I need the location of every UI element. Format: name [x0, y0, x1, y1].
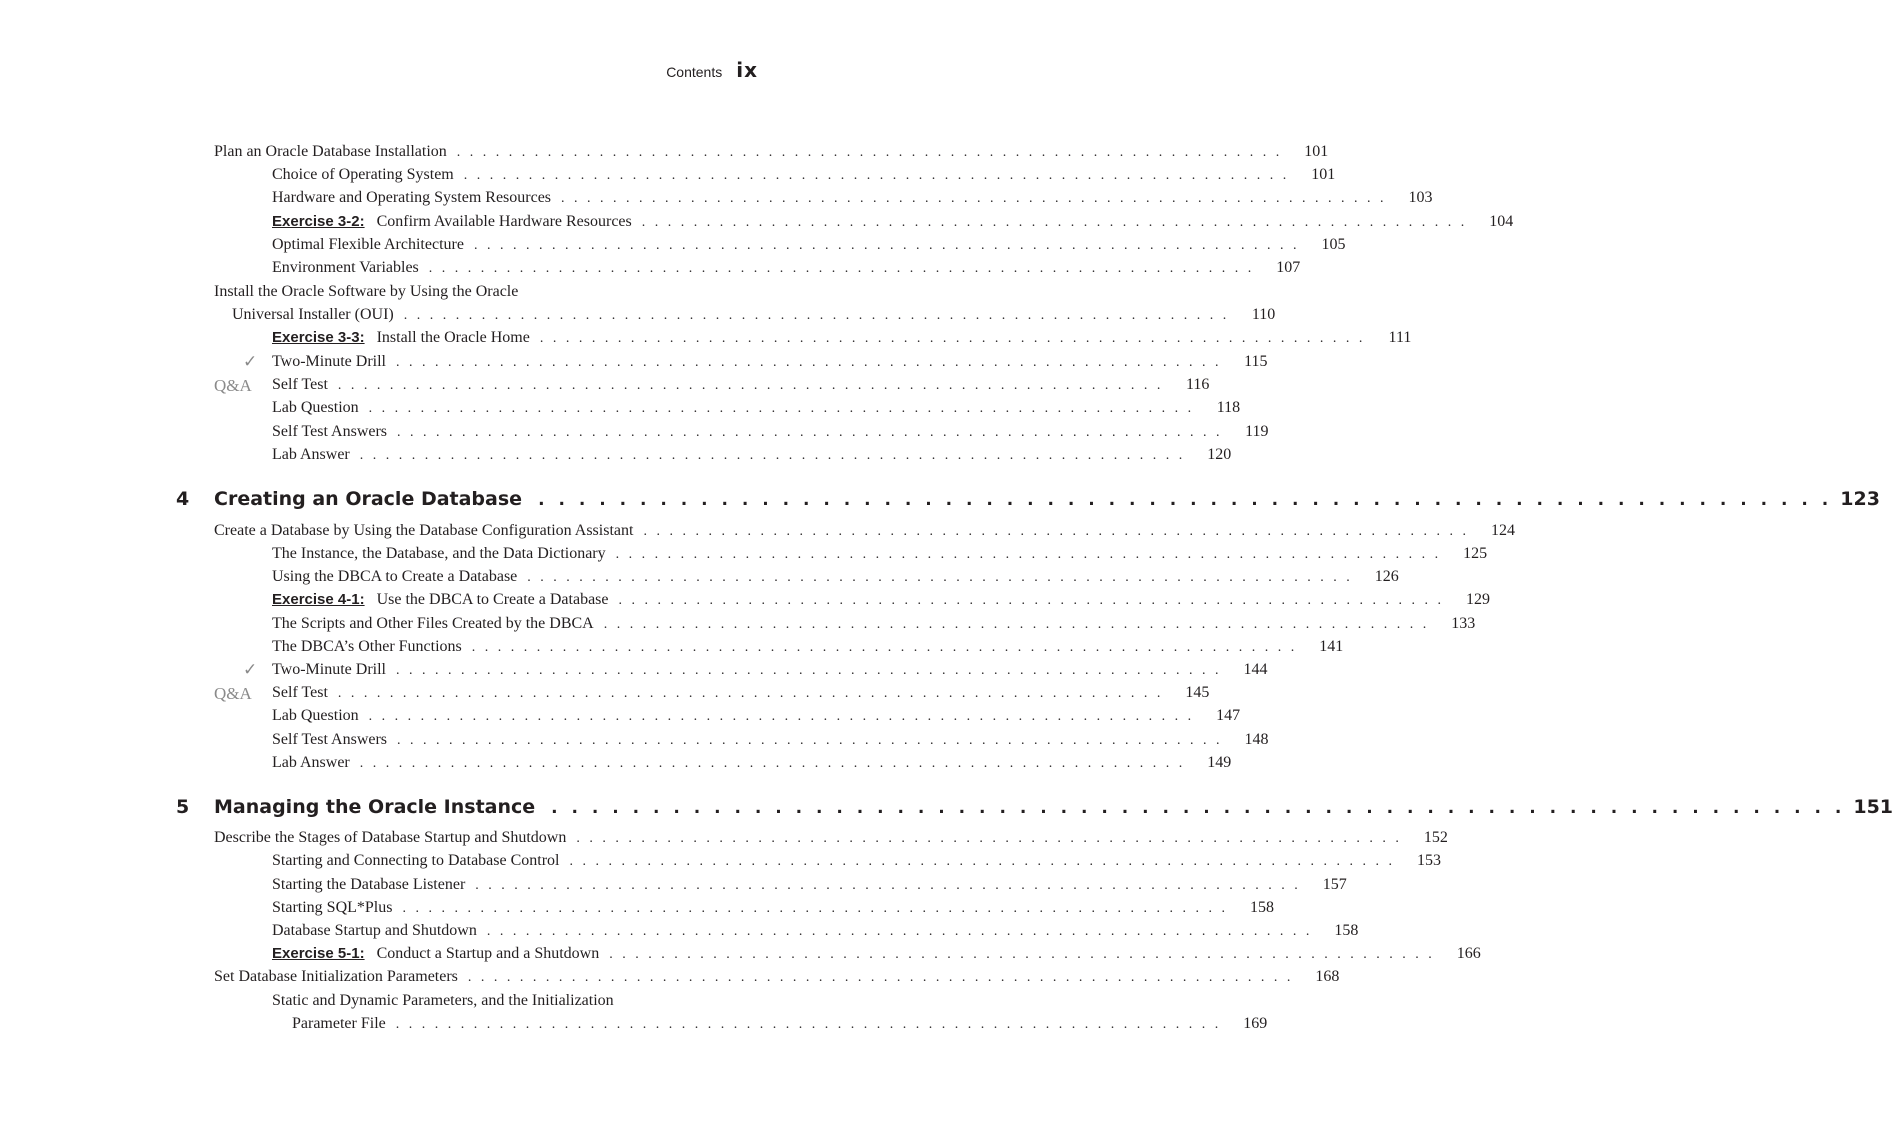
toc-entry-two-minute-drill: Two-Minute Drill . . . . . . . . . . . . . . . . . . . . . . . . . . . . . . . . . . . . . . . . . . . . . . . . . . . . . . . . . . . . . . . . 115: [272, 353, 1268, 370]
toc-entry-dbca-other-functions: The DBCA’s Other Functions . . . . . . . . . . . . . . . . . . . . . . . . . . . . . . . . . . . . . . . . . . . . . . . . . . . . . . . . . . . . . . . . 141: [272, 638, 1344, 655]
toc-entry-two-minute-drill: Two-Minute Drill . . . . . . . . . . . . . . . . . . . . . . . . . . . . . . . . . . . . . . . . . . . . . . . . . . . . . . . . . . . . . . . . 144: [272, 661, 1268, 678]
page-ref: 101: [1311, 166, 1336, 183]
dot-leader: . . . . . . . . . . . . . . . . . . . . . . . . . . . . . . . . . . . . . . . . . . . . . . . . . . . . . . . . . . . . . . . .: [359, 756, 1186, 771]
qa-marker: Q&A: [214, 376, 252, 395]
dot-leader: . . . . . . . . . . . . . . . . . . . . . . . . . . . . . . . . . . . . . . . . . . . . . . . . . . . . . . . . . . . . . . . .: [359, 448, 1186, 463]
page-ref: 148: [1244, 731, 1269, 748]
page-ref: 126: [1374, 568, 1399, 585]
toc-entry-using-dbca: Using the DBCA to Create a Database . . . . . . . . . . . . . . . . . . . . . . . . . . . . . . . . . . . . . . . . . . . . . . . . . . . . . . . . . . . . . . . . 126: [272, 568, 1399, 585]
toc-entry-static-dynamic-params: Static and Dynamic Parameters, and the Initialization: [272, 992, 614, 1009]
dot-leader: . . . . . . . . . . . . . . . . . . . . . . . . . . . . . . . . . . . . . . . . . . . . . . . . . . . . . . . . . . . . . . . .: [395, 663, 1222, 678]
page-ref: 107: [1276, 259, 1301, 276]
toc-entry-exercise-5-1: Exercise 5-1: Conduct a Startup and a Shutdown . . . . . . . . . . . . . . . . . . . . . . . . . . . . . . . . . . . . . . . . . . . . . . . . . . . . . . . . . . . . . . . . 166: [272, 945, 1481, 962]
toc-entry-plan-installation: Plan an Oracle Database Installation . . . . . . . . . . . . . . . . . . . . . . . . . . . . . . . . . . . . . . . . . . . . . . . . . . . . . . . . . . . . . . . . 101: [214, 143, 1329, 160]
toc-entry-database-control: Starting and Connecting to Database Control . . . . . . . . . . . . . . . . . . . . . . . . . . . . . . . . . . . . . . . . . . . . . . . . . . . . . . . . . . . . . . . . 153: [272, 852, 1441, 869]
dot-leader: . . . . . . . . . . . . . . . . . . . . . . . . . . . . . . . . . . . . . . . . . . . . . . . . . . . . . . . . . . . . . . . .: [397, 425, 1223, 440]
dot-leader: . . . . . . . . . . . . . . . . . . . . . . . . . . . . . . . . . . . . . . . . . . . . . . . . . . . . . . . . . . . . . . . .: [368, 709, 1195, 724]
checkmark-icon: ✓: [243, 352, 258, 371]
dot-leader: . . . . . . . . . . . . . . . . . . . . . . . . . . . . . . . . . . . . . . . . . . . . . . . . . . . . . . . . . . . . . . . .: [473, 238, 1300, 253]
toc-entry-lab-question: Lab Question . . . . . . . . . . . . . . . . . . . . . . . . . . . . . . . . . . . . . . . . . . . . . . . . . . . . . . . . . . . . . . . . 147: [272, 707, 1241, 724]
exercise-label: Exercise 3-3:: [272, 329, 365, 346]
toc-entry-environment-variables: Environment Variables . . . . . . . . . . . . . . . . . . . . . . . . . . . . . . . . . . . . . . . . . . . . . . . . . . . . . . . . . . . . . . . . 107: [272, 259, 1301, 276]
page-ref: 118: [1216, 399, 1241, 416]
dot-leader: . . . . . . . . . . . . . . . . . . . . . . . . . . . . . . . . . . . . . . . . . . . . . . . . . . . . . . . . . . . . . . . .: [576, 831, 1402, 846]
page-ref: 101: [1304, 143, 1329, 160]
dot-leader: . . . . . . . . . . . . . . . . . . . . . . . . . . . . . . . . . . . . . . . . . . . . . . . . . . . . . . . . . . . . . . . .: [569, 854, 1395, 869]
dot-leader: . . . . . . . . . . . . . . . . . . . . . . . . . . . . . . . . . . . . . . . . . . . . . . . . . . . . . . . . . . . . . . . .: [395, 1017, 1222, 1032]
toc-entry-lab-question: Lab Question . . . . . . . . . . . . . . . . . . . . . . . . . . . . . . . . . . . . . . . . . . . . . . . . . . . . . . . . . . . . . . . . 118: [272, 399, 1241, 416]
chapter-heading-4: [176, 488, 1880, 510]
toc-entry-lab-answer: Lab Answer . . . . . . . . . . . . . . . . . . . . . . . . . . . . . . . . . . . . . . . . . . . . . . . . . . . . . . . . . . . . . . . . 120: [272, 446, 1232, 463]
dot-leader: . . . . . . . . . . . . . . . . . . . . . . . . . . . . . . . . . . . . . . . . . . . . . . . . . . . . . . . . . . . . . . . .: [527, 570, 1353, 585]
toc-entry-init-parameters: Set Database Initialization Parameters . . . . . . . . . . . . . . . . . . . . . . . . . . . . . . . . . . . . . . . . . . . . . . . . . . . . . . . . . . . . . . . . 168: [214, 968, 1340, 985]
dot-leader: . . . . . . . . . . . . . . . . . . . . . . . . . . . . . . . . . . . . . . . . . . . . . . . . . . . . . . . . . . . . . . . .: [463, 168, 1290, 183]
page-number: ix: [736, 58, 758, 82]
toc-entry-sqlplus: Starting SQL*Plus . . . . . . . . . . . . . . . . . . . . . . . . . . . . . . . . . . . . . . . . . . . . . . . . . . . . . . . . . . . . . . . . 158: [272, 899, 1274, 916]
page-ref: 168: [1315, 968, 1340, 985]
dot-leader: . . . . . . . . . . . . . . . . . . . . . . . . . . . . . . . . . . . . . . . . . . . . . . . . . . . . . . . . . . . . . . . .: [551, 798, 1846, 818]
page-ref: 129: [1466, 591, 1491, 608]
page-ref: 111: [1388, 329, 1412, 346]
toc-entry-instance-dictionary: The Instance, the Database, and the Data Dictionary . . . . . . . . . . . . . . . . . . . . . . . . . . . . . . . . . . . . . . . . . . . . . . . . . . . . . . . . . . . . . . . . 125: [272, 545, 1488, 562]
toc-entry-self-test: Self Test . . . . . . . . . . . . . . . . . . . . . . . . . . . . . . . . . . . . . . . . . . . . . . . . . . . . . . . . . . . . . . . . 116: [272, 376, 1210, 393]
dot-leader: . . . . . . . . . . . . . . . . . . . . . . . . . . . . . . . . . . . . . . . . . . . . . . . . . . . . . . . . . . . . . . . .: [395, 355, 1222, 370]
toc-entry-ofa: Optimal Flexible Architecture . . . . . . . . . . . . . . . . . . . . . . . . . . . . . . . . . . . . . . . . . . . . . . . . . . . . . . . . . . . . . . . . 105: [272, 236, 1346, 253]
chapter-heading-5: [176, 796, 1893, 818]
dot-leader: . . . . . . . . . . . . . . . . . . . . . . . . . . . . . . . . . . . . . . . . . . . . . . . . . . . . . . . . . . . . . . . .: [615, 547, 1442, 562]
dot-leader: . . . . . . . . . . . . . . . . . . . . . . . . . . . . . . . . . . . . . . . . . . . . . . . . . . . . . . . . . . . . . . . .: [402, 901, 1228, 916]
toc-entry-install-software-cont: Universal Installer (OUI) . . . . . . . . . . . . . . . . . . . . . . . . . . . . . . . . . . . . . . . . . . . . . . . . . . . . . . . . . . . . . . . . 110: [232, 306, 1276, 323]
chapter-page: 123: [1840, 488, 1880, 510]
dot-leader: . . . . . . . . . . . . . . . . . . . . . . . . . . . . . . . . . . . . . . . . . . . . . . . . . . . . . . . . . . . . . . . .: [486, 924, 1313, 939]
chapter-title: Managing the Oracle Instance: [214, 796, 536, 818]
dot-leader: . . . . . . . . . . . . . . . . . . . . . . . . . . . . . . . . . . . . . . . . . . . . . . . . . . . . . . . . . . . . . . . .: [609, 947, 1435, 962]
page-ref: 149: [1207, 754, 1232, 771]
dot-leader: . . . . . . . . . . . . . . . . . . . . . . . . . . . . . . . . . . . . . . . . . . . . . . . . . . . . . . . . . . . . . . . .: [618, 593, 1445, 608]
toc-entry-startup-and-shutdown: Database Startup and Shutdown . . . . . . . . . . . . . . . . . . . . . . . . . . . . . . . . . . . . . . . . . . . . . . . . . . . . . . . . . . . . . . . . 158: [272, 922, 1359, 939]
page-ref: 157: [1322, 876, 1347, 893]
page-ref: 115: [1244, 353, 1268, 370]
dot-leader: . . . . . . . . . . . . . . . . . . . . . . . . . . . . . . . . . . . . . . . . . . . . . . . . . . . . . . . . . . . . . . . .: [397, 733, 1223, 748]
page-ref: 152: [1423, 829, 1448, 846]
page-ref: 133: [1451, 615, 1476, 632]
page-ref: 158: [1249, 899, 1274, 916]
dot-leader: . . . . . . . . . . . . . . . . . . . . . . . . . . . . . . . . . . . . . . . . . . . . . . . . . . . . . . . . . . . . . . . .: [475, 878, 1301, 893]
exercise-label: Exercise 4-1:: [272, 591, 365, 608]
page-ref: 125: [1463, 545, 1488, 562]
running-header-label: Contents: [666, 64, 723, 80]
dot-leader: . . . . . . . . . . . . . . . . . . . . . . . . . . . . . . . . . . . . . . . . . . . . . . . . . . . . . . . . . . . . . . . .: [641, 215, 1468, 230]
page-ref: 116: [1186, 376, 1210, 393]
page-ref: 158: [1334, 922, 1359, 939]
toc-entry-self-test: Self Test . . . . . . . . . . . . . . . . . . . . . . . . . . . . . . . . . . . . . . . . . . . . . . . . . . . . . . . . . . . . . . . . 145: [272, 684, 1210, 701]
exercise-label: Exercise 3-2:: [272, 213, 365, 230]
page-ref: 144: [1243, 661, 1268, 678]
page-ref: 169: [1243, 1015, 1268, 1032]
chapter-page: 151: [1853, 796, 1893, 818]
exercise-label: Exercise 5-1:: [272, 945, 365, 962]
toc-entry-self-test-answers: Self Test Answers . . . . . . . . . . . . . . . . . . . . . . . . . . . . . . . . . . . . . . . . . . . . . . . . . . . . . . . . . . . . . . . . 148: [272, 731, 1269, 748]
dot-leader: . . . . . . . . . . . . . . . . . . . . . . . . . . . . . . . . . . . . . . . . . . . . . . . . . . . . . . . . . . . . . . . .: [428, 261, 1255, 276]
dot-leader: . . . . . . . . . . . . . . . . . . . . . . . . . . . . . . . . . . . . . . . . . . . . . . . . . . . . . . . . . . . . . . . .: [539, 331, 1366, 346]
page-ref: 141: [1319, 638, 1344, 655]
toc-entry-database-listener: Starting the Database Listener . . . . . . . . . . . . . . . . . . . . . . . . . . . . . . . . . . . . . . . . . . . . . . . . . . . . . . . . . . . . . . . . 157: [272, 876, 1347, 893]
page-ref: 104: [1489, 213, 1514, 230]
page-ref: 166: [1456, 945, 1481, 962]
toc-entry-lab-answer: Lab Answer . . . . . . . . . . . . . . . . . . . . . . . . . . . . . . . . . . . . . . . . . . . . . . . . . . . . . . . . . . . . . . . . 149: [272, 754, 1232, 771]
page-ref: 124: [1490, 522, 1515, 539]
toc-entry-self-test-answers: Self Test Answers . . . . . . . . . . . . . . . . . . . . . . . . . . . . . . . . . . . . . . . . . . . . . . . . . . . . . . . . . . . . . . . . 119: [272, 423, 1269, 440]
dot-leader: . . . . . . . . . . . . . . . . . . . . . . . . . . . . . . . . . . . . . . . . . . . . . . . . . . . . . . . . . . . . . . . .: [538, 490, 1833, 510]
toc-entry-create-database: Create a Database by Using the Database Configuration Assistant . . . . . . . . . . . . . . . . . . . . . . . . . . . . . . . . . . . . . . . . . . . . . . . . . . . . . . . . . . . . . . . . 124: [214, 522, 1515, 539]
chapter-number: 5: [176, 796, 190, 818]
toc-entry-scripts-files: The Scripts and Other Files Created by the DBCA . . . . . . . . . . . . . . . . . . . . . . . . . . . . . . . . . . . . . . . . . . . . . . . . . . . . . . . . . . . . . . . . 133: [272, 615, 1476, 632]
dot-leader: . . . . . . . . . . . . . . . . . . . . . . . . . . . . . . . . . . . . . . . . . . . . . . . . . . . . . . . . . . . . . . . .: [456, 145, 1283, 160]
dot-leader: . . . . . . . . . . . . . . . . . . . . . . . . . . . . . . . . . . . . . . . . . . . . . . . . . . . . . . . . . . . . . . . .: [403, 308, 1230, 323]
toc-entry-exercise-4-1: Exercise 4-1: Use the DBCA to Create a Database . . . . . . . . . . . . . . . . . . . . . . . . . . . . . . . . . . . . . . . . . . . . . . . . . . . . . . . . . . . . . . . . 129: [272, 591, 1491, 608]
checkmark-icon: ✓: [243, 660, 258, 679]
toc-entry-install-software: Install the Oracle Software by Using the Oracle: [214, 283, 519, 300]
dot-leader: . . . . . . . . . . . . . . . . . . . . . . . . . . . . . . . . . . . . . . . . . . . . . . . . . . . . . . . . . . . . . . . .: [467, 970, 1294, 985]
toc-entry-parameter-file: Parameter File . . . . . . . . . . . . . . . . . . . . . . . . . . . . . . . . . . . . . . . . . . . . . . . . . . . . . . . . . . . . . . . . 169: [292, 1015, 1268, 1032]
dot-leader: . . . . . . . . . . . . . . . . . . . . . . . . . . . . . . . . . . . . . . . . . . . . . . . . . . . . . . . . . . . . . . . .: [471, 640, 1298, 655]
dot-leader: . . . . . . . . . . . . . . . . . . . . . . . . . . . . . . . . . . . . . . . . . . . . . . . . . . . . . . . . . . . . . . . .: [337, 686, 1164, 701]
toc-entry-startup-shutdown-stages: Describe the Stages of Database Startup and Shutdown . . . . . . . . . . . . . . . . . . . . . . . . . . . . . . . . . . . . . . . . . . . . . . . . . . . . . . . . . . . . . . . . 152: [214, 829, 1448, 846]
chapter-number: 4: [176, 488, 190, 510]
page-ref: 145: [1185, 684, 1210, 701]
dot-leader: . . . . . . . . . . . . . . . . . . . . . . . . . . . . . . . . . . . . . . . . . . . . . . . . . . . . . . . . . . . . . . . .: [337, 378, 1164, 393]
page-ref: 153: [1417, 852, 1441, 869]
toc-entry-choice-os: Choice of Operating System . . . . . . . . . . . . . . . . . . . . . . . . . . . . . . . . . . . . . . . . . . . . . . . . . . . . . . . . . . . . . . . . 101: [272, 166, 1336, 183]
page-ref: 119: [1245, 423, 1269, 440]
page-ref: 120: [1207, 446, 1232, 463]
page-ref: 105: [1321, 236, 1346, 253]
page-ref: 110: [1251, 306, 1276, 323]
toc-entry-exercise-3-2: Exercise 3-2: Confirm Available Hardware Resources . . . . . . . . . . . . . . . . . . . . . . . . . . . . . . . . . . . . . . . . . . . . . . . . . . . . . . . . . . . . . . . . 104: [272, 213, 1514, 230]
page-ref: 103: [1408, 189, 1433, 206]
toc-entry-exercise-3-3: Exercise 3-3: Install the Oracle Home . . . . . . . . . . . . . . . . . . . . . . . . . . . . . . . . . . . . . . . . . . . . . . . . . . . . . . . . . . . . . . . . 111: [272, 329, 1412, 346]
toc-entry-hardware-resources: Hardware and Operating System Resources . . . . . . . . . . . . . . . . . . . . . . . . . . . . . . . . . . . . . . . . . . . . . . . . . . . . . . . . . . . . . . . . 103: [272, 189, 1433, 206]
qa-marker: Q&A: [214, 684, 252, 703]
dot-leader: . . . . . . . . . . . . . . . . . . . . . . . . . . . . . . . . . . . . . . . . . . . . . . . . . . . . . . . . . . . . . . . .: [561, 191, 1387, 206]
dot-leader: . . . . . . . . . . . . . . . . . . . . . . . . . . . . . . . . . . . . . . . . . . . . . . . . . . . . . . . . . . . . . . . .: [603, 617, 1430, 632]
dot-leader: . . . . . . . . . . . . . . . . . . . . . . . . . . . . . . . . . . . . . . . . . . . . . . . . . . . . . . . . . . . . . . . .: [643, 524, 1469, 539]
dot-leader: . . . . . . . . . . . . . . . . . . . . . . . . . . . . . . . . . . . . . . . . . . . . . . . . . . . . . . . . . . . . . . . .: [368, 401, 1195, 416]
page-ref: 147: [1216, 707, 1241, 724]
chapter-title: Creating an Oracle Database: [214, 488, 523, 510]
